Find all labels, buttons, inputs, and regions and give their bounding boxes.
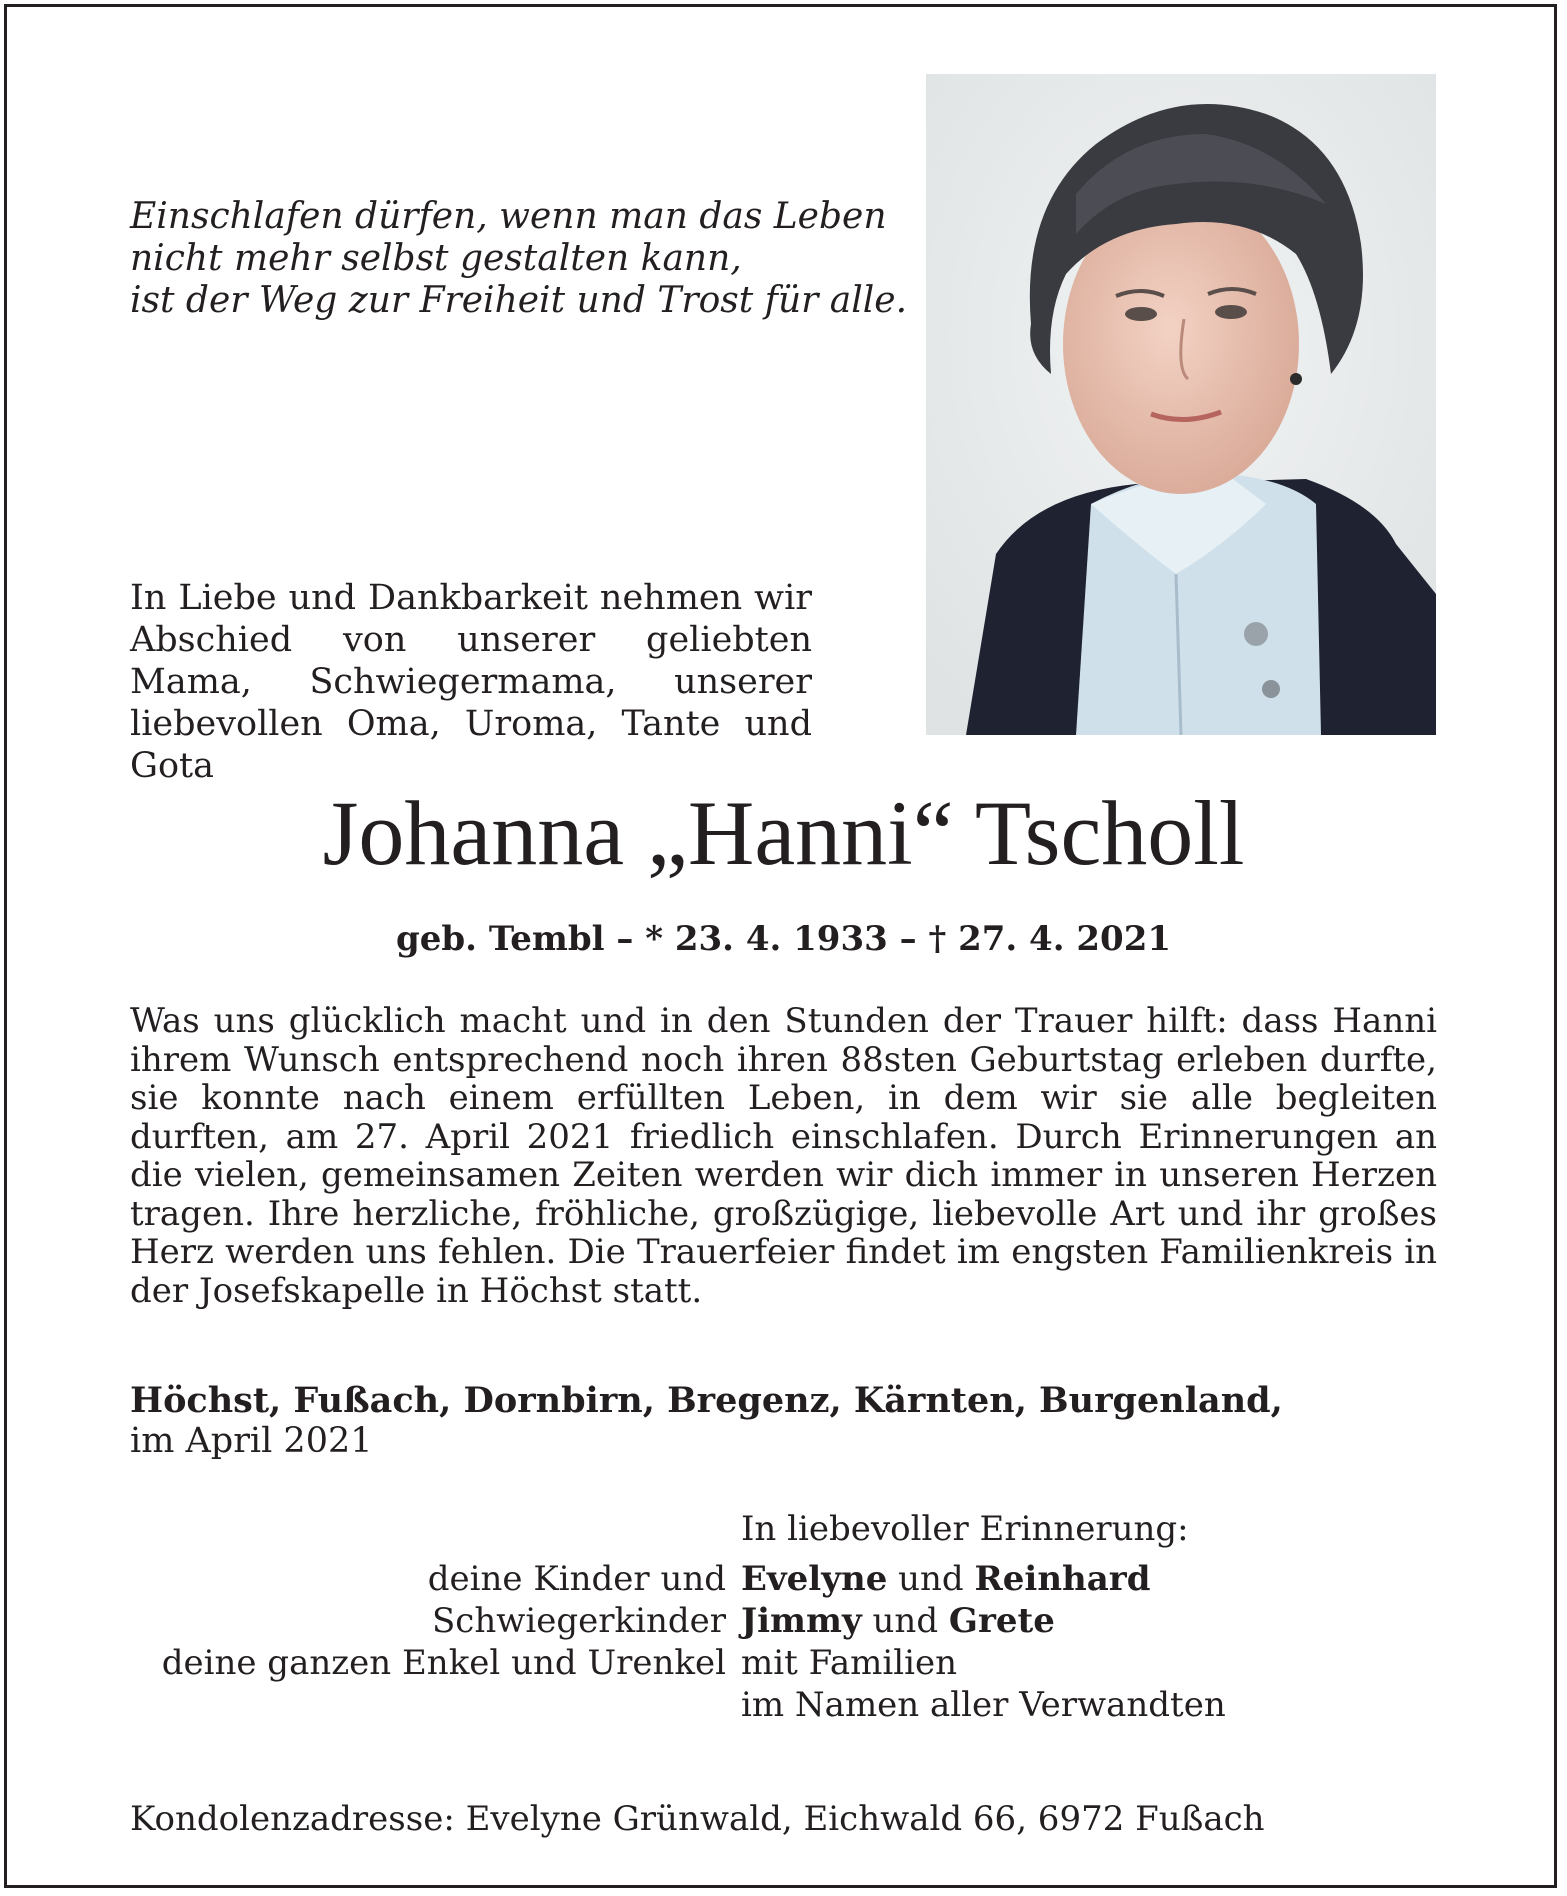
signature-row: im Namen aller Verwandten: [741, 1685, 1226, 1725]
places-block: [130, 1381, 1380, 1461]
memory-heading: In liebevoller Erinnerung:: [741, 1509, 1189, 1549]
portrait-illustration: [926, 74, 1436, 735]
family-name: Reinhard: [974, 1559, 1151, 1599]
condolence-address: Kondolenzadresse: Evelyne Grünwald, Eichwald 66, 6972 Fußach: [130, 1799, 1265, 1839]
signature-relations: [130, 1558, 726, 1726]
signature-names: [741, 1558, 1441, 1726]
relation-label: deine ganzen Enkel und Urenkel: [161, 1643, 726, 1683]
motto-line: ist der Weg zur Freiheit und Trost für alle.: [130, 280, 908, 321]
family-name: Jimmy: [741, 1601, 862, 1641]
relation-label: Schwiegerkinder: [432, 1601, 726, 1641]
relation-label: [130, 1684, 726, 1726]
obituary-text: Was uns glücklich macht und in den Stunden der Trauer hilft: dass Hanni ihrem Wunsch entsprechend noch ihren 88sten Geburtstag erleben durfte, sie konnte nach einem erfüllten Leben, in dem wir sie alle begleiten durften, am 27. April 2021 friedlich einschlafen. Durch Erinnerungen an die vielen, gemeinsamen Zeiten werden wir dich immer in unseren Herzen tragen. Ihre herzliche, fröhliche, großzügige, liebevolle Art und ihr großes Herz werden uns fehlen. Die Trauerfeier findet im engsten Familienkreis in der Josefskapelle in Höchst statt.: [130, 1001, 1437, 1311]
relation-label: deine Kinder und: [427, 1559, 726, 1599]
signature-row: [741, 1558, 1441, 1600]
motto-line: nicht mehr selbst gestalten kann,: [130, 238, 742, 279]
joiner: und: [861, 1601, 949, 1641]
notice-date: im April 2021: [130, 1421, 373, 1461]
motto-line: Einschlafen dürfen, wenn man das Leben: [130, 196, 887, 237]
family-name: Evelyne: [741, 1559, 888, 1599]
motto-quote: [130, 196, 908, 322]
life-dates: geb. Tembl – * 23. 4. 1933 – † 27. 4. 2021: [395, 919, 1172, 959]
deceased-name: Johanna „Hanni“ Tscholl: [322, 782, 1245, 884]
joiner: und: [887, 1559, 975, 1599]
signature-row: mit Familien: [741, 1643, 958, 1683]
family-name: Grete: [948, 1601, 1055, 1641]
portrait-photo: [926, 74, 1436, 735]
intro-paragraph: In Liebe und Dankbarkeit nehmen wir Abschied von unserer geliebten Mama, Schwiegermama, unserer liebevollen Oma, Uroma, Tante und Gota: [130, 578, 812, 786]
signature-row: [741, 1600, 1441, 1642]
places-list: Höchst, Fußach, Dornbirn, Bregenz, Kärnten, Burgenland,: [130, 1380, 1283, 1421]
